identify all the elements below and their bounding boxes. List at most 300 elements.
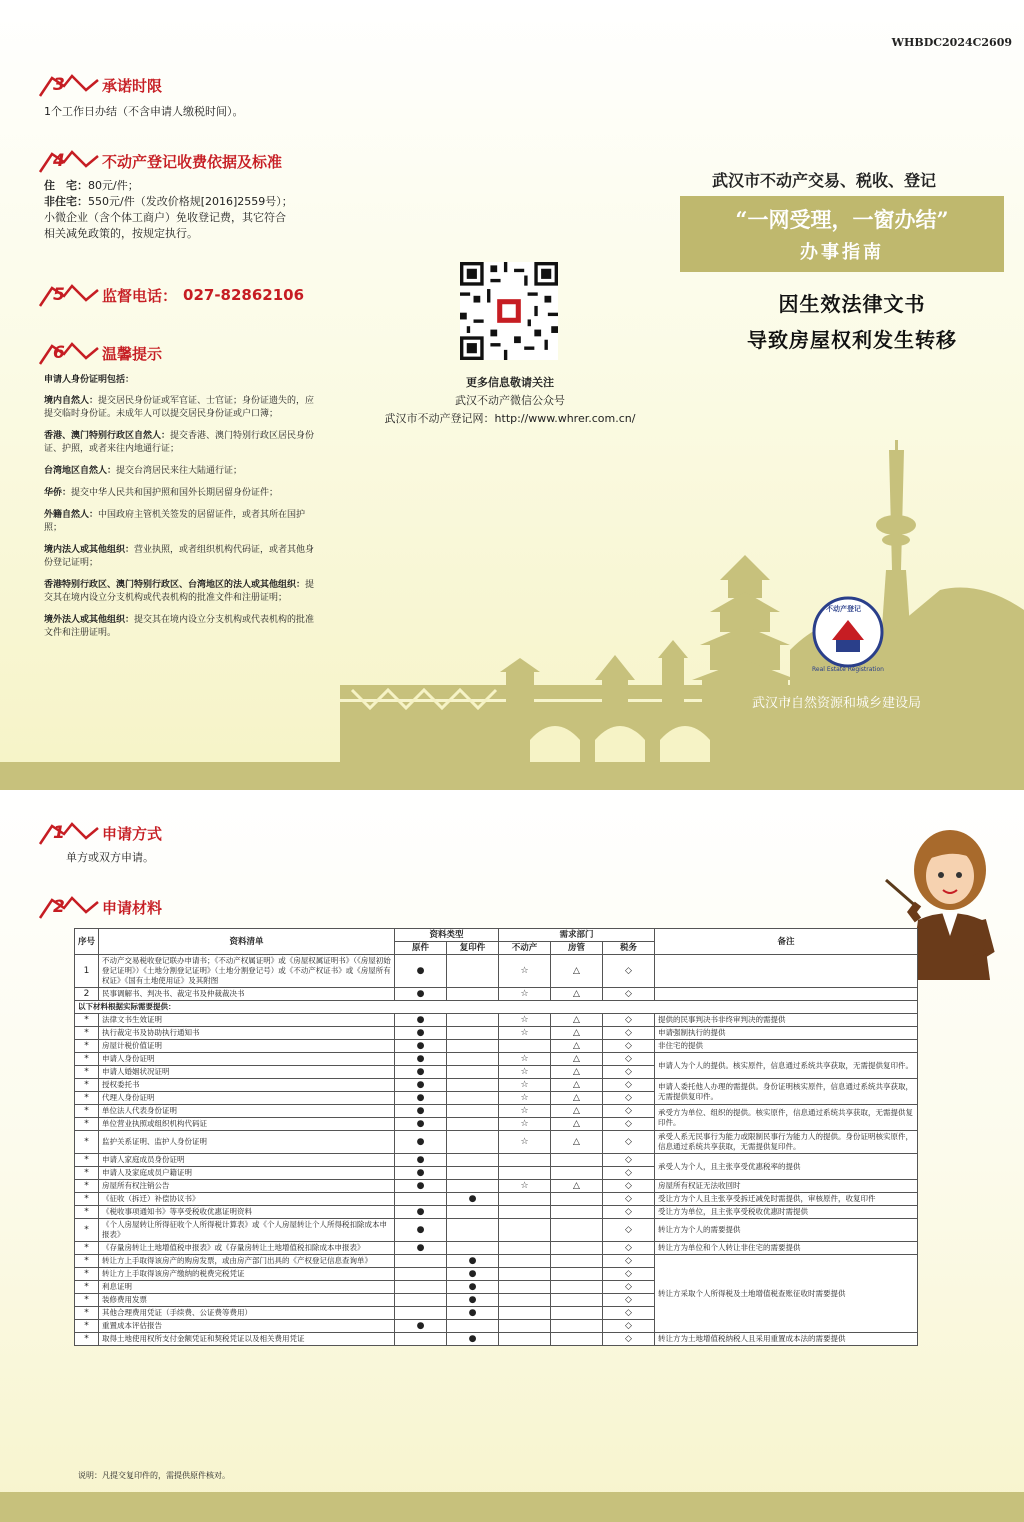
table-row xyxy=(75,988,918,1001)
row-mark-o xyxy=(395,1255,447,1268)
tip-label: 香港特别行政区、澳门特别行政区、台湾地区的法人或其他组织： xyxy=(44,580,306,590)
section-title: 申请材料 xyxy=(102,898,163,917)
section-badge xyxy=(38,72,100,98)
row-seq: * xyxy=(75,1281,99,1294)
row-material: 房屋所有权注销公告 xyxy=(99,1180,395,1193)
section-6-header xyxy=(38,340,162,366)
row-mark-b xyxy=(499,1040,551,1053)
row-seq: * xyxy=(75,1014,99,1027)
header-list: 资料清单 xyxy=(99,929,395,955)
row-mark-o: ● xyxy=(395,1092,447,1105)
tip-label: 外籍自然人： xyxy=(44,510,99,520)
row-mark-o: ● xyxy=(395,1040,447,1053)
row-mark-f: △ xyxy=(551,1105,603,1118)
row-mark-c xyxy=(447,1320,499,1333)
row-mark-c xyxy=(447,1014,499,1027)
row-mark-o xyxy=(395,1268,447,1281)
row-mark-f xyxy=(551,1307,603,1320)
row-mark-c xyxy=(447,1092,499,1105)
table-row xyxy=(75,1333,918,1346)
row-seq: * xyxy=(75,1066,99,1079)
header-dept: 需求部门 xyxy=(499,929,655,942)
banner-slogan: “一网受理，一窗办结” xyxy=(735,207,949,232)
row-mark-o xyxy=(395,1333,447,1346)
row-mark-o: ● xyxy=(395,1180,447,1193)
row-mark-b xyxy=(499,1206,551,1219)
row-mark-f: △ xyxy=(551,1053,603,1066)
row-mark-f: △ xyxy=(551,1014,603,1027)
table-row xyxy=(75,1105,918,1118)
row-mark-t: ◇ xyxy=(603,1333,655,1346)
row-mark-t: ◇ xyxy=(603,1268,655,1281)
row-note: 非住宅的提供 xyxy=(655,1040,918,1053)
row-mark-o: ● xyxy=(395,1014,447,1027)
row-mark-f: △ xyxy=(551,1040,603,1053)
row-mark-o: ● xyxy=(395,1167,447,1180)
section-5-header xyxy=(38,282,304,308)
header-bdc: 不动产 xyxy=(499,942,551,955)
banner-guide: 办事指南 xyxy=(800,242,884,263)
row-mark-c: ● xyxy=(447,1268,499,1281)
row-material: 利息证明 xyxy=(99,1281,395,1294)
row-seq: * xyxy=(75,1242,99,1255)
row-note: 承受人为个人，且主张享受优惠税率的提供 xyxy=(655,1154,918,1180)
row-mark-o: ● xyxy=(395,1027,447,1040)
supervision-phone[interactable]: 027-82862106 xyxy=(183,286,305,304)
row-mark-f xyxy=(551,1281,603,1294)
row-mark-b xyxy=(499,1167,551,1180)
fee-label: 住 宅： xyxy=(44,179,88,192)
row-mark-f: △ xyxy=(551,1066,603,1079)
row-mark-o: ● xyxy=(395,1320,447,1333)
section-title: 申请方式 xyxy=(102,824,163,843)
row-seq: * xyxy=(75,1118,99,1131)
section-1-header xyxy=(38,820,162,846)
section-number: 6 xyxy=(53,343,65,363)
row-mark-t: ◇ xyxy=(603,955,655,988)
row-mark-c xyxy=(447,1040,499,1053)
row-mark-b xyxy=(499,1294,551,1307)
header-type: 资料类型 xyxy=(395,929,499,942)
row-mark-f xyxy=(551,1219,603,1242)
row-mark-o xyxy=(395,1307,447,1320)
table-row xyxy=(75,955,918,988)
qr-code[interactable] xyxy=(460,262,558,360)
tips-text xyxy=(44,374,320,640)
row-mark-c xyxy=(447,1180,499,1193)
row-seq: * xyxy=(75,1206,99,1219)
row-note: 房屋所有权证无法收回时 xyxy=(655,1180,918,1193)
row-seq: 2 xyxy=(75,988,99,1001)
row-mark-f xyxy=(551,1167,603,1180)
row-seq: * xyxy=(75,1131,99,1154)
table-footnote: 说明：凡提交复印件的，需提供原件核对。 xyxy=(78,1471,230,1480)
row-mark-o xyxy=(395,1281,447,1294)
row-material: 转让方上手取得该房产缴纳的税费完税凭证 xyxy=(99,1268,395,1281)
website-link[interactable]: 武汉市不动产登记网：http://www.whrer.com.cn/ xyxy=(384,412,636,425)
tip-body: 提交台湾居民来往大陆通行证； xyxy=(116,466,243,476)
table-row xyxy=(75,1027,918,1040)
table-header-row xyxy=(75,929,918,942)
row-mark-c xyxy=(447,1118,499,1131)
row-mark-b: ☆ xyxy=(499,1066,551,1079)
row-seq: * xyxy=(75,1294,99,1307)
wuhan-skyline-illustration xyxy=(340,440,1024,770)
row-seq: * xyxy=(75,1027,99,1040)
row-mark-f xyxy=(551,1193,603,1206)
row-mark-c xyxy=(447,1154,499,1167)
logo-text: 不动产登记 xyxy=(826,605,861,613)
row-mark-o xyxy=(395,1193,447,1206)
row-mark-o: ● xyxy=(395,1219,447,1242)
table-row xyxy=(75,1219,918,1242)
row-mark-o: ● xyxy=(395,1206,447,1219)
section-number: 5 xyxy=(53,285,65,305)
row-mark-o: ● xyxy=(395,1066,447,1079)
row-note: 提供的民事判决书非终审判决的需提供 xyxy=(655,1014,918,1027)
tip-body: 提交其在境内设立分支机构或代表机构的批准文件和注册证明。 xyxy=(44,615,315,638)
row-mark-b xyxy=(499,1193,551,1206)
row-note: 申请人为个人的提供。核实原件，信息通过系统共享获取，无需提供复印件。 xyxy=(655,1053,918,1079)
row-note xyxy=(655,955,918,988)
fee-text xyxy=(44,178,334,242)
row-note: 受让方为单位，且主张享受税收优惠时需提供 xyxy=(655,1206,918,1219)
tip-body: 提交其在境内设立分支机构或代表机构的批准文件和注册证明； xyxy=(44,580,315,603)
row-seq: * xyxy=(75,1092,99,1105)
row-mark-b xyxy=(499,1307,551,1320)
row-mark-f xyxy=(551,1242,603,1255)
row-mark-t: ◇ xyxy=(603,1040,655,1053)
row-mark-f: △ xyxy=(551,988,603,1001)
header-original: 原件 xyxy=(395,942,447,955)
section-badge xyxy=(38,894,100,920)
section-badge xyxy=(38,820,100,846)
row-seq: * xyxy=(75,1193,99,1206)
section-number: 2 xyxy=(53,897,65,917)
table-row xyxy=(75,1193,918,1206)
row-note: 转让方为单位和个人转让非住宅的需要提供 xyxy=(655,1242,918,1255)
row-mark-o: ● xyxy=(395,1105,447,1118)
row-mark-o: ● xyxy=(395,1053,447,1066)
section-badge xyxy=(38,148,100,174)
row-material: 房屋计税价值证明 xyxy=(99,1040,395,1053)
section-number: 1 xyxy=(53,823,65,843)
row-mark-c: ● xyxy=(447,1281,499,1294)
row-mark-t: ◇ xyxy=(603,1219,655,1242)
tip-body: 营业执照，或者组织机构代码证，或者其他身份登记证明； xyxy=(44,545,315,568)
table-row xyxy=(75,1079,918,1092)
bottom-band xyxy=(0,1492,1024,1522)
materials-table xyxy=(74,928,918,1346)
row-mark-b: ☆ xyxy=(499,988,551,1001)
row-mark-c xyxy=(447,1053,499,1066)
row-mark-t: ◇ xyxy=(603,1014,655,1027)
row-mark-t: ◇ xyxy=(603,1154,655,1167)
row-mark-f xyxy=(551,1206,603,1219)
row-seq: * xyxy=(75,1040,99,1053)
row-mark-o: ● xyxy=(395,955,447,988)
row-mark-b: ☆ xyxy=(499,1105,551,1118)
row-note: 申请强制执行的提供 xyxy=(655,1027,918,1040)
row-note: 转让方为个人的需要提供 xyxy=(655,1219,918,1242)
row-mark-b xyxy=(499,1255,551,1268)
row-material: 单位营业执照或组织机构代码证 xyxy=(99,1118,395,1131)
section-number: 3 xyxy=(53,75,65,95)
row-mark-c xyxy=(447,1105,499,1118)
fee-note: 小微企业（含个体工商户）免收登记费，其它符合 xyxy=(44,211,286,224)
row-mark-t: ◇ xyxy=(603,1307,655,1320)
row-mark-f: △ xyxy=(551,1027,603,1040)
row-mark-b xyxy=(499,1219,551,1242)
row-mark-c: ● xyxy=(447,1255,499,1268)
row-material: 《个人房屋转让所得征收个人所得税计算表》或《个人房屋转让个人所得税扣除成本申报表》 xyxy=(99,1219,395,1242)
row-mark-f: △ xyxy=(551,1079,603,1092)
row-mark-t: ◇ xyxy=(603,1294,655,1307)
row-seq: * xyxy=(75,1255,99,1268)
row-material: 申请人及家庭成员户籍证明 xyxy=(99,1167,395,1180)
row-mark-c xyxy=(447,1206,499,1219)
row-mark-b xyxy=(499,1268,551,1281)
section-2-header xyxy=(38,894,162,920)
row-mark-f xyxy=(551,1294,603,1307)
row-mark-c xyxy=(447,955,499,988)
row-material: 《税收事项通知书》等享受税收优惠证明资料 xyxy=(99,1206,395,1219)
row-mark-b: ☆ xyxy=(499,1180,551,1193)
row-mark-f xyxy=(551,1333,603,1346)
row-mark-c xyxy=(447,1242,499,1255)
table-divider-row xyxy=(75,1001,918,1014)
row-material: 不动产交易税收登记联办申请书；《不动产权属证明》或《房屋权属证明书》（《房屋初始登记证明》）《土地分割登记证明》（土地分割登记号）或《不动产权证书》或《房屋所有权证》《国有土地使用证》及其附图 xyxy=(99,955,395,988)
row-mark-b: ☆ xyxy=(499,1014,551,1027)
table-row xyxy=(75,1131,918,1154)
row-material: 申请人身份证明 xyxy=(99,1053,395,1066)
row-mark-t: ◇ xyxy=(603,1167,655,1180)
section-badge xyxy=(38,282,100,308)
row-mark-t: ◇ xyxy=(603,1193,655,1206)
row-mark-f: △ xyxy=(551,1092,603,1105)
table-row xyxy=(75,1040,918,1053)
row-mark-b: ☆ xyxy=(499,1079,551,1092)
header-tax: 税务 xyxy=(603,942,655,955)
row-mark-o: ● xyxy=(395,1154,447,1167)
row-mark-b xyxy=(499,1281,551,1294)
row-mark-c: ● xyxy=(447,1193,499,1206)
wechat-text: 武汉不动产微信公众号 xyxy=(455,394,565,407)
row-material: 监护关系证明、监护人身份证明 xyxy=(99,1131,395,1154)
row-mark-t: ◇ xyxy=(603,1242,655,1255)
row-mark-f xyxy=(551,1154,603,1167)
row-seq: * xyxy=(75,1053,99,1066)
row-mark-c: ● xyxy=(447,1333,499,1346)
fee-label: 非住宅： xyxy=(44,195,88,208)
row-material: 法律文书生效证明 xyxy=(99,1014,395,1027)
section-title: 不动产登记收费依据及标准 xyxy=(102,152,283,171)
section-3-header xyxy=(38,72,162,98)
row-note: 转让方采取个人所得税及土地增值税查账征收时需要提供 xyxy=(655,1255,918,1333)
tips-intro: 申请人身份证明包括： xyxy=(44,375,135,385)
row-material: 装修费用发票 xyxy=(99,1294,395,1307)
fee-value: 80元/件； xyxy=(88,179,139,192)
row-mark-f: △ xyxy=(551,955,603,988)
tip-label: 台湾地区自然人： xyxy=(44,466,117,476)
row-seq: * xyxy=(75,1320,99,1333)
row-mark-b: ☆ xyxy=(499,1092,551,1105)
row-mark-t: ◇ xyxy=(603,1027,655,1040)
row-material: 申请人婚姻状况证明 xyxy=(99,1066,395,1079)
header-seq: 序号 xyxy=(75,929,99,955)
row-mark-c xyxy=(447,1131,499,1154)
row-material: 执行裁定书及协助执行通知书 xyxy=(99,1027,395,1040)
row-material: 重置成本评估报告 xyxy=(99,1320,395,1333)
cover-subtitle-1: 因生效法律文书 xyxy=(778,292,926,316)
row-mark-c xyxy=(447,988,499,1001)
row-seq: * xyxy=(75,1268,99,1281)
logo-en-text: Real Estate Registration xyxy=(812,666,884,673)
row-mark-c xyxy=(447,1027,499,1040)
section-badge xyxy=(38,340,100,366)
row-material: 民事调解书、判决书、裁定书及仲裁裁决书 xyxy=(99,988,395,1001)
ground-band xyxy=(0,762,1024,790)
table-row xyxy=(75,1053,918,1066)
row-mark-c: ● xyxy=(447,1294,499,1307)
row-note: 受让方为个人且主张享受拆迁减免时需提供，审核原件，收复印件 xyxy=(655,1193,918,1206)
row-mark-t: ◇ xyxy=(603,1180,655,1193)
tip-label: 境内自然人： xyxy=(44,396,99,406)
row-mark-t: ◇ xyxy=(603,1206,655,1219)
row-material: 单位法人代表身份证明 xyxy=(99,1105,395,1118)
row-material: 《存量房转让土地增值税申报表》或《存量房转让土地增值税扣除成本申报表》 xyxy=(99,1242,395,1255)
row-mark-b: ☆ xyxy=(499,955,551,988)
row-seq: * xyxy=(75,1307,99,1320)
row-seq: * xyxy=(75,1180,99,1193)
tip-label: 境内法人或其他组织： xyxy=(44,545,135,555)
row-mark-o: ● xyxy=(395,1131,447,1154)
cover-title: 武汉市不动产交易、税收、登记 xyxy=(712,171,937,190)
row-material: 《征收（拆迁）补偿协议书》 xyxy=(99,1193,395,1206)
row-mark-t: ◇ xyxy=(603,1105,655,1118)
section-4-header xyxy=(38,148,282,174)
row-mark-f xyxy=(551,1320,603,1333)
row-mark-b xyxy=(499,1154,551,1167)
row-mark-f: △ xyxy=(551,1118,603,1131)
row-note: 承受方为单位、组织的提供。核实原件，信息通过系统共享获取，无需提供复印件。 xyxy=(655,1105,918,1131)
tip-body: 提交中华人民共和国护照和国外长期居留身份证件； xyxy=(71,488,279,498)
row-mark-b: ☆ xyxy=(499,1131,551,1154)
tip-label: 华侨： xyxy=(44,488,72,498)
fee-note: 相关减免政策的，按规定执行。 xyxy=(44,227,198,240)
cover-banner xyxy=(680,196,1004,272)
row-mark-c xyxy=(447,1219,499,1242)
row-note: 承受人系无民事行为能力或限制民事行为能力人的提供。身份证明核实原件，信息通过系统共享获取，无需提供复印件。 xyxy=(655,1131,918,1154)
row-seq: * xyxy=(75,1333,99,1346)
document-code: WHBDC2024C2609 xyxy=(891,36,1012,49)
follow-text: 更多信息敬请关注 xyxy=(466,376,554,389)
row-mark-c xyxy=(447,1167,499,1180)
table-row xyxy=(75,1014,918,1027)
fee-value: 550元/件（发改价格规[2016]2559号）； xyxy=(88,195,293,208)
row-seq: * xyxy=(75,1079,99,1092)
section-title: 监督电话： xyxy=(102,286,178,305)
table-row xyxy=(75,1154,918,1167)
row-mark-t: ◇ xyxy=(603,1320,655,1333)
row-seq: * xyxy=(75,1167,99,1180)
row-mark-f: △ xyxy=(551,1180,603,1193)
row-mark-t: ◇ xyxy=(603,1053,655,1066)
row-mark-t: ◇ xyxy=(603,1281,655,1294)
row-mark-t: ◇ xyxy=(603,1255,655,1268)
bureau-name: 武汉市自然资源和城乡建设局 xyxy=(752,696,922,711)
section-number: 4 xyxy=(53,151,65,171)
row-note xyxy=(655,988,918,1001)
tip-body: 中国政府主管机关签发的居留证件，或者其所在国护照； xyxy=(44,510,306,533)
row-mark-c xyxy=(447,1066,499,1079)
row-mark-t: ◇ xyxy=(603,988,655,1001)
row-material: 其他合理费用凭证（手续费、公证费等费用） xyxy=(99,1307,395,1320)
cover-subtitle-2: 导致房屋权利发生转移 xyxy=(747,328,957,352)
row-material: 代理人身份证明 xyxy=(99,1092,395,1105)
row-mark-c: ● xyxy=(447,1307,499,1320)
row-seq: * xyxy=(75,1105,99,1118)
application-method-text: 单方或双方申请。 xyxy=(66,851,154,864)
tip-label: 香港、澳门特别行政区自然人： xyxy=(44,431,171,441)
row-mark-b: ☆ xyxy=(499,1118,551,1131)
row-mark-o: ● xyxy=(395,1118,447,1131)
row-mark-b xyxy=(499,1242,551,1255)
row-mark-o: ● xyxy=(395,1242,447,1255)
row-seq: * xyxy=(75,1154,99,1167)
table-row xyxy=(75,1206,918,1219)
row-mark-b xyxy=(499,1320,551,1333)
table-row xyxy=(75,1180,918,1193)
row-mark-t: ◇ xyxy=(603,1092,655,1105)
row-seq: 1 xyxy=(75,955,99,988)
row-mark-c xyxy=(447,1079,499,1092)
commitment-text: 1个工作日办结（不含申请人缴税时间）。 xyxy=(44,105,244,118)
row-mark-o: ● xyxy=(395,988,447,1001)
row-material: 授权委托书 xyxy=(99,1079,395,1092)
table-row xyxy=(75,1242,918,1255)
row-note: 转让方为土地增值税纳税人且采用重置成本法的需要提供 xyxy=(655,1333,918,1346)
row-mark-o xyxy=(395,1294,447,1307)
tip-label: 境外法人或其他组织： xyxy=(44,615,135,625)
header-fg: 房管 xyxy=(551,942,603,955)
row-mark-o: ● xyxy=(395,1079,447,1092)
row-material: 转让方上手取得该房产的购房发票，或由房产部门出具的《产权登记信息查询单》 xyxy=(99,1255,395,1268)
tip-body: 提交香港、澳门特别行政区居民身份证、护照，或者来往内地通行证； xyxy=(44,431,315,454)
table-row xyxy=(75,1255,918,1268)
row-seq: * xyxy=(75,1219,99,1242)
row-mark-f: △ xyxy=(551,1131,603,1154)
section-title: 承诺时限 xyxy=(102,76,163,95)
row-mark-t: ◇ xyxy=(603,1118,655,1131)
section-title: 温馨提示 xyxy=(102,344,163,363)
row-mark-b xyxy=(499,1333,551,1346)
divider-text: 以下材料根据实际需要提供： xyxy=(75,1001,918,1014)
row-mark-t: ◇ xyxy=(603,1079,655,1092)
row-material: 申请人家庭成员身份证明 xyxy=(99,1154,395,1167)
row-mark-t: ◇ xyxy=(603,1131,655,1154)
row-mark-f xyxy=(551,1268,603,1281)
row-material: 取得土地使用权所支付金额凭证和契税凭证以及相关费用凭证 xyxy=(99,1333,395,1346)
row-note: 申请人委托他人办理的需提供。身份证明核实原件，信息通过系统共享获取，无需提供复印件。 xyxy=(655,1079,918,1105)
header-copy: 复印件 xyxy=(447,942,499,955)
tip-body: 提交居民身份证或军官证、士官证；身份证遗失的，应提交临时身份证。未成年人可以提交居民身份证或户口簿； xyxy=(44,396,315,419)
row-mark-b: ☆ xyxy=(499,1027,551,1040)
header-note: 备注 xyxy=(655,929,918,955)
row-mark-b: ☆ xyxy=(499,1053,551,1066)
row-mark-t: ◇ xyxy=(603,1066,655,1079)
row-mark-f xyxy=(551,1255,603,1268)
